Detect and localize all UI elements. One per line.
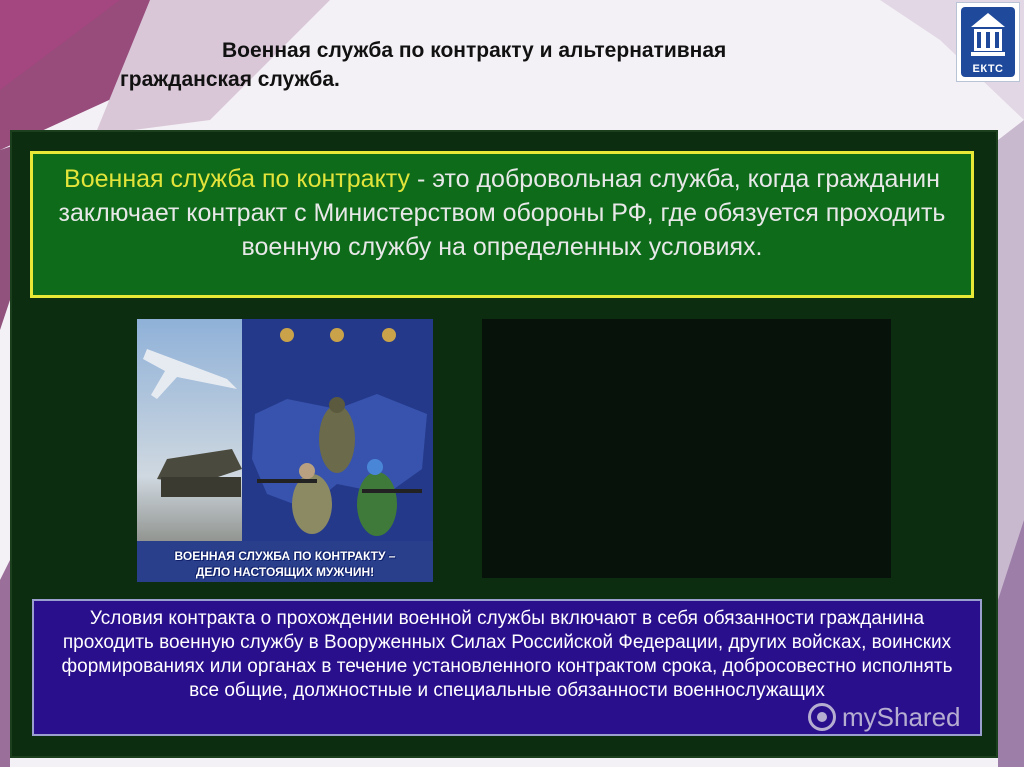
video-placeholder <box>482 319 891 578</box>
conditions-text: Условия контракта о прохождении военной службы включают в себя обязанности гражданина проходить военную службу в Вооруженных Силах Российской Федерации, других войсках, воинских формированиях или органах в течение установленного контрактом срока, добросовестно исполнять все общие, должностные и специальные обязанности военнослужащих <box>61 608 953 701</box>
poster-caption-line-1: ВОЕННАЯ СЛУЖБА ПО КОНТРАКТУ – <box>174 549 396 563</box>
definition-box <box>30 151 974 298</box>
slide-title <box>120 36 880 94</box>
recruitment-poster <box>137 319 433 582</box>
watermark-text: myShared <box>842 701 961 732</box>
watermark <box>808 700 961 734</box>
institution-logo <box>956 2 1020 82</box>
watermark-icon <box>808 703 836 731</box>
slide-title-line-2: гражданская служба. <box>120 68 340 91</box>
poster-illustration <box>137 319 433 582</box>
slide-title-line-1: Военная служба по контракту и альтернативная <box>222 39 727 62</box>
poster-caption <box>141 548 429 580</box>
logo-caption: ЕКТС <box>972 63 1004 75</box>
definition-term: Военная служба по контракту <box>64 165 411 193</box>
definition-text: - это добровольная служба, когда гражданин заключает контракт с Министерством обороны РФ, где обязуется проходить военную службу на определенных условиях. <box>58 165 946 261</box>
poster-caption-line-2: ДЕЛО НАСТОЯЩИХ МУЖЧИН! <box>195 565 375 579</box>
